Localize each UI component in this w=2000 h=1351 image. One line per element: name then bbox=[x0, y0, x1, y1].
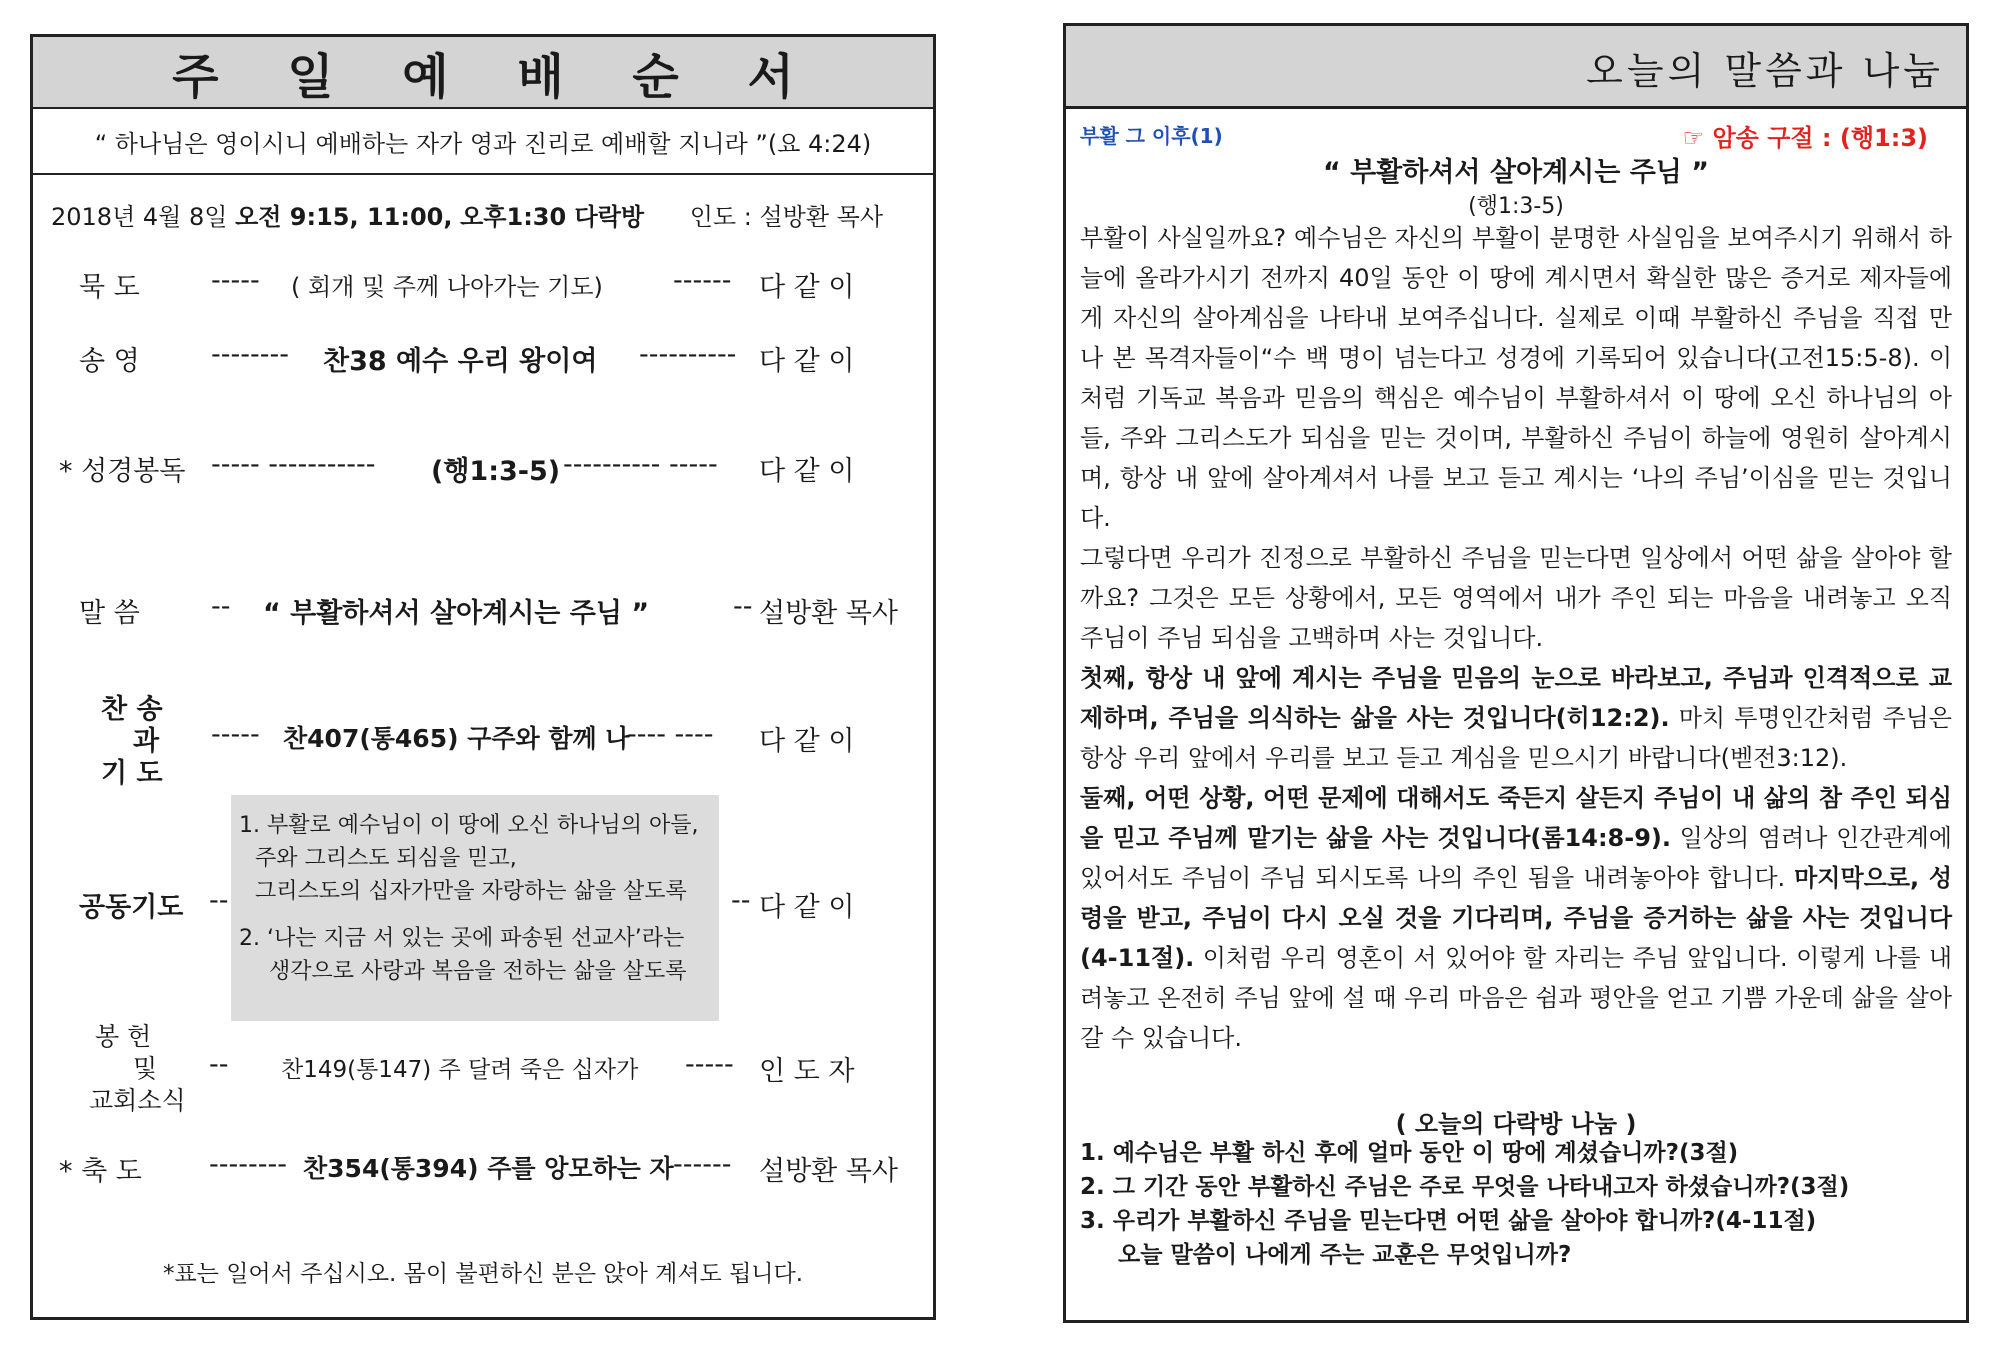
afternoon-time: 오후1:30 다락방 bbox=[460, 203, 645, 231]
service-date: 2018년 4월 8일 bbox=[51, 203, 228, 231]
service-leader: 인도 : 설방환 목사 bbox=[689, 203, 884, 231]
bold-point: 둘째, 어떤 상황, 어떤 문제에 대해서도 죽든지 살든지 주님이 내 삶의 참 주인 되심을 믿고 주님께 맡기는 삶을 사는 것입니다(롬14:8-9). bbox=[1080, 784, 1952, 852]
service-info bbox=[51, 197, 883, 232]
row-dash: -------- bbox=[211, 339, 289, 370]
row-who: 다 같 이 bbox=[759, 272, 855, 303]
prayer-line: 2. ‘나는 지금 서 있는 곳에 파송된 선교사’라는 bbox=[239, 926, 685, 951]
point-text: 일상의 염려나 인간관계에 있어서도 주님이 주님 되시도록 나의 주인 됨을 내려놓아야 합니다. bbox=[1080, 824, 1952, 892]
sermon-body bbox=[1080, 218, 1952, 1058]
row-content: (행1:3-5) bbox=[431, 456, 561, 487]
bold-point: 첫째, 항상 내 앞에 계시는 주님을 믿음의 눈으로 바라보고, 주님과 인격적으로 교제하며, 주님을 의식하는 삶을 사는 것입니다(히12:2). bbox=[1080, 664, 1952, 732]
question: 3. 우리가 부활하신 주님을 믿는다면 어떤 삶을 살아야 합니까?(4-11절) bbox=[1080, 1208, 1817, 1234]
question: 오늘 말씀이 나에게 주는 교훈은 무엇입니까? bbox=[1118, 1242, 1572, 1268]
prayer-line: 그리스도의 십자가만을 자랑하는 삶을 살도록 bbox=[255, 879, 687, 904]
row-content: 찬354(통394) 주를 앙모하는 자 bbox=[303, 1154, 674, 1183]
paragraph: 부활이 사실일까요? 예수님은 자신의 부활이 분명한 사실임을 보여주시기 위해서 하늘에 올라가시기 전까지 40일 동안 이 땅에 계시면서 확실한 많은 증거로 제자들에게 자신의 살아계심을 나타내 보여주십니다. 실제로 이때 부활하신 주님을 직접 만나 본 목격자들이“수 백 명이 넘는다고 성경에 기록되어 있습니다(고전15:5-8). 이처럼 기독교 복음과 믿음의 핵심은 예수님이 부활하셔서 이 땅에 오신 하나님의 아들, 주와 그리스도가 되심을 믿는 것이며, 부활하신 주님이 하늘에 영원히 살아계시며, 항상 내 앞에 살아계셔서 나를 보고 듣고 계시는 ‘나의 주님’이심을 믿는 것입니다. bbox=[1080, 224, 1952, 532]
row-who: 다 같 이 bbox=[759, 456, 855, 487]
prayer-line: 1. 부활로 예수님이 이 땅에 오신 하나님의 아들, bbox=[239, 813, 699, 838]
row-who: 인 도 자 bbox=[759, 1056, 855, 1087]
worship-order-title: 주 일 예 배 순 서 bbox=[33, 37, 933, 109]
worship-order-panel bbox=[30, 34, 936, 1320]
row-who: 설방환 목사 bbox=[759, 598, 898, 629]
row-dash: -- bbox=[733, 591, 753, 622]
row-dash: ------ bbox=[673, 1149, 732, 1180]
row-dash: -- bbox=[209, 885, 229, 916]
sermon-reference: (행1:3-5) bbox=[1468, 194, 1564, 219]
sharing-questions bbox=[1080, 1136, 1849, 1272]
row-dash: ---------- ----- bbox=[563, 449, 718, 480]
row-label: 말 씀 bbox=[79, 598, 140, 629]
row-who: 다 같 이 bbox=[759, 892, 855, 923]
row-label: 봉 헌 bbox=[95, 1022, 152, 1051]
paragraph bbox=[1080, 658, 1952, 778]
row-label: 및 bbox=[133, 1054, 158, 1083]
memory-verse: ☞ 암송 구절 : (행1:3) bbox=[1682, 124, 1928, 152]
paragraph bbox=[1080, 778, 1952, 1058]
sermon-sharing-panel bbox=[1063, 23, 1969, 1323]
theme-verse: “ 하나님은 영이시니 예배하는 자가 영과 진리로 예배할 지니라 ”(요 4:24) bbox=[33, 109, 933, 175]
row-dash: ----- bbox=[211, 719, 260, 750]
row-content: “ 부활하셔서 살아계시는 주님 ” bbox=[263, 598, 650, 629]
row-label: 송 영 bbox=[79, 346, 140, 377]
row-label: 교회소식 bbox=[89, 1086, 186, 1115]
sharing-header bbox=[1066, 26, 1966, 109]
point-text: 이처럼 우리 영혼이 서 있어야 할 자리는 주님 앞입니다. 이렇게 나를 내려놓고 온전히 주님 앞에 설 때 우리 마음은 쉼과 평안을 얻고 기쁨 가운데 삶을 살아갈 수 있습니다. bbox=[1080, 944, 1952, 1052]
row-content: ( 회개 및 주께 나아가는 기도) bbox=[291, 273, 603, 301]
row-label: * 축 도 bbox=[59, 1156, 142, 1187]
point-text: 마치 투명인간처럼 주님은 항상 우리 앞에서 우리를 보고 듣고 계심을 믿으시기 바랍니다(벧전3:12). bbox=[1080, 704, 1952, 772]
row-content: 찬38 예수 우리 왕이여 bbox=[323, 346, 598, 377]
sermon-title: “ 부활하셔서 살아계시는 주님 ” bbox=[1322, 157, 1710, 188]
row-label: 과 bbox=[133, 726, 160, 757]
row-content: 찬149(통147) 주 달려 죽은 십자가 bbox=[281, 1057, 639, 1083]
row-dash: ------ bbox=[673, 265, 732, 296]
series-label: 부활 그 이후(1) bbox=[1080, 124, 1223, 148]
row-who: 다 같 이 bbox=[759, 726, 855, 757]
paragraph: 그렇다면 우리가 진정으로 부활하신 주님을 믿는다면 일상에서 어떤 삶을 살아야 할까요? 그것은 모든 상황에서, 모든 영역에서 내가 주인 되는 마음을 내려놓고 오직 주님이 주님 되심을 고백하며 사는 것입니다. bbox=[1080, 544, 1952, 652]
row-dash: -- bbox=[731, 885, 751, 916]
service-times: 오전 9:15, 11:00, bbox=[235, 203, 453, 231]
row-label: * 성경봉독 bbox=[59, 456, 186, 487]
row-dash: -- bbox=[209, 1049, 229, 1080]
row-content: 찬407(통465) 구주와 함께 나 bbox=[283, 724, 630, 753]
common-prayer-box bbox=[231, 795, 719, 1021]
row-dash: -- bbox=[211, 591, 231, 622]
row-label: 찬 송 bbox=[101, 694, 163, 725]
question: 1. 예수님은 부활 하신 후에 얼마 동안 이 땅에 계셨습니까?(3절) bbox=[1080, 1140, 1739, 1166]
prayer-line: 생각으로 사랑과 복음을 전하는 삶을 살도록 bbox=[269, 959, 687, 984]
row-label: 공동기도 bbox=[79, 892, 184, 923]
row-who: 다 같 이 bbox=[759, 346, 855, 377]
sharing-title: 오늘의 말씀과 나눔 bbox=[1586, 49, 1944, 93]
row-dash: ---------- bbox=[639, 339, 737, 370]
standing-note: *표는 일어서 주십시오. 몸이 불편하신 분은 앉아 계셔도 됩니다. bbox=[162, 1261, 804, 1287]
row-dash: ----- bbox=[685, 1049, 734, 1080]
question: 2. 그 기간 동안 부활하신 주님은 주로 무엇을 나타내고자 하셨습니까?(3절) bbox=[1080, 1174, 1850, 1200]
sharing-heading: ( 오늘의 다락방 나눔 ) bbox=[1395, 1110, 1637, 1138]
row-label: 기 도 bbox=[101, 758, 163, 789]
bold-point: 마지막으로, 성령을 받고, 주님이 다시 오실 것을 기다리며, 주님을 증거하는 삶을 사는 것입니다(4-11절). bbox=[1080, 864, 1953, 972]
row-dash: ----- ----------- bbox=[211, 449, 376, 480]
row-dash: -------- bbox=[209, 1149, 287, 1180]
row-label: 묵 도 bbox=[79, 272, 140, 303]
prayer-line: 주와 그리스도 되심을 믿고, bbox=[255, 846, 517, 871]
row-dash: ---- ---- bbox=[627, 719, 714, 750]
row-who: 설방환 목사 bbox=[759, 1156, 898, 1187]
row-dash: ----- bbox=[211, 265, 260, 296]
